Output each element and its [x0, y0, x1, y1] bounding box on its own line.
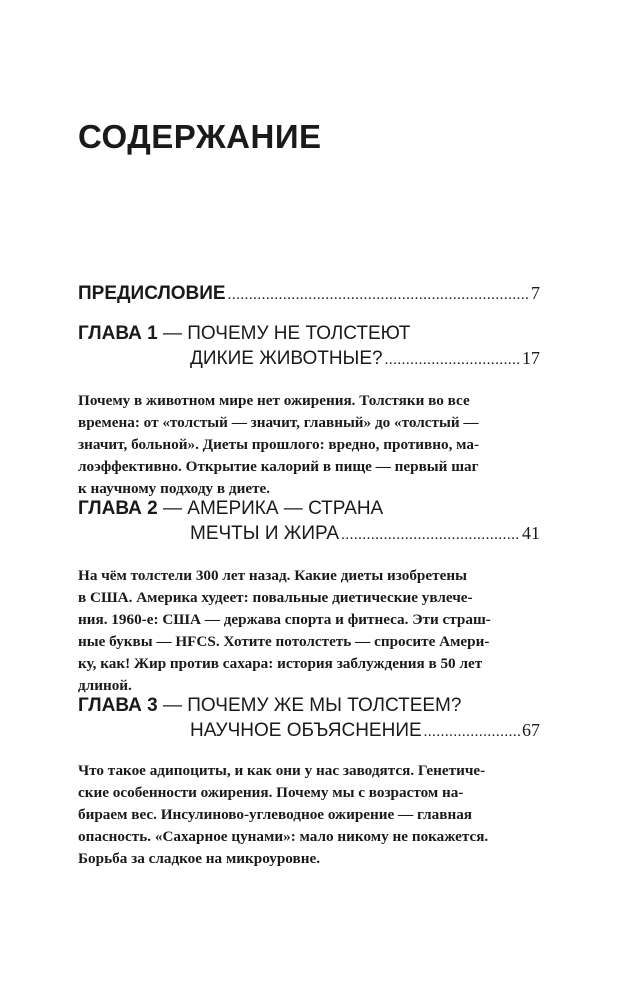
chapter-3-description	[78, 760, 540, 870]
description-line: Борьба за сладкое на микроуровне.	[78, 850, 321, 867]
chapter-label: ГЛАВА 3	[78, 695, 158, 716]
dot-leader	[228, 283, 529, 307]
chapter-title-line1: ПОЧЕМУ НЕ ТОЛСТЕЮТ	[187, 323, 411, 344]
preface-label: ПРЕДИСЛОВИЕ	[78, 283, 226, 304]
description-line: длиной.	[78, 677, 132, 694]
description-line: к научному подходу в диете.	[78, 480, 271, 497]
dot-leader	[341, 523, 520, 547]
chapter-title-line2: НАУЧНОЕ ОБЪЯСНЕНИЕ	[190, 720, 422, 741]
toc-entry-chapter-3[interactable]	[78, 694, 540, 744]
chapter-title-line2: МЕЧТЫ И ЖИРА	[190, 523, 340, 544]
page-number: 7	[531, 283, 540, 303]
description-line: ния. 1960-е: США — держава спорта и фитнеса. Эти страш-	[78, 611, 491, 628]
chapter-1-description	[78, 390, 540, 500]
description-line: На чём толстели 300 лет назад. Какие диеты изобретены	[78, 567, 467, 584]
toc-entry-chapter-2[interactable]	[78, 497, 540, 547]
chapter-2-description	[78, 565, 540, 697]
description-line: времена: от «толстый — значит, главный» до «толстый —	[78, 414, 479, 431]
description-line: Почему в животном мире нет ожирения. Толстяки во все	[78, 392, 470, 409]
chapter-title-line1: ПОЧЕМУ ЖЕ МЫ ТОЛСТЕЕМ?	[187, 695, 462, 716]
dot-leader	[424, 720, 520, 744]
chapter-label: ГЛАВА 2	[78, 498, 158, 519]
chapter-title-line2: ДИКИЕ ЖИВОТНЫЕ?	[190, 348, 383, 369]
chapter-title-line1: АМЕРИКА — СТРАНА	[187, 498, 384, 519]
page-number: 41	[522, 523, 540, 543]
description-line: ные буквы — HFCS. Хотите потолстеть — спросите Амери-	[78, 633, 490, 650]
description-line: ку, как! Жир против сахара: история заблуждения в 50 лет	[78, 655, 483, 672]
toc-entry-preface[interactable]	[78, 281, 540, 307]
chapter-dash: —	[157, 498, 188, 519]
page-title: СОДЕРЖАНИЕ	[78, 118, 322, 155]
chapter-dash: —	[157, 695, 188, 716]
description-line: в США. Америка худеет: повальные диетические увлече-	[78, 589, 473, 606]
page-number: 17	[522, 348, 540, 368]
description-line: бираем вес. Инсулиново-углеводное ожирение — главная	[78, 806, 473, 823]
page-number: 67	[522, 720, 540, 740]
description-line: значит, больной». Диеты прошлого: вредно, противно, ма-	[78, 436, 480, 453]
toc-entry-chapter-1[interactable]	[78, 322, 540, 372]
chapter-label: ГЛАВА 1	[78, 323, 158, 344]
description-line: лоэффективно. Открытие калорий в пище — первый шаг	[78, 458, 479, 475]
description-line: ские особенности ожирения. Почему мы с возрастом на-	[78, 784, 464, 801]
dot-leader	[385, 348, 520, 372]
chapter-dash: —	[157, 323, 188, 344]
description-line: опасность. «Сахарное цунами»: мало никому не покажется.	[78, 828, 489, 845]
description-line: Что такое адипоциты, и как они у нас заводятся. Генетиче-	[78, 762, 486, 779]
